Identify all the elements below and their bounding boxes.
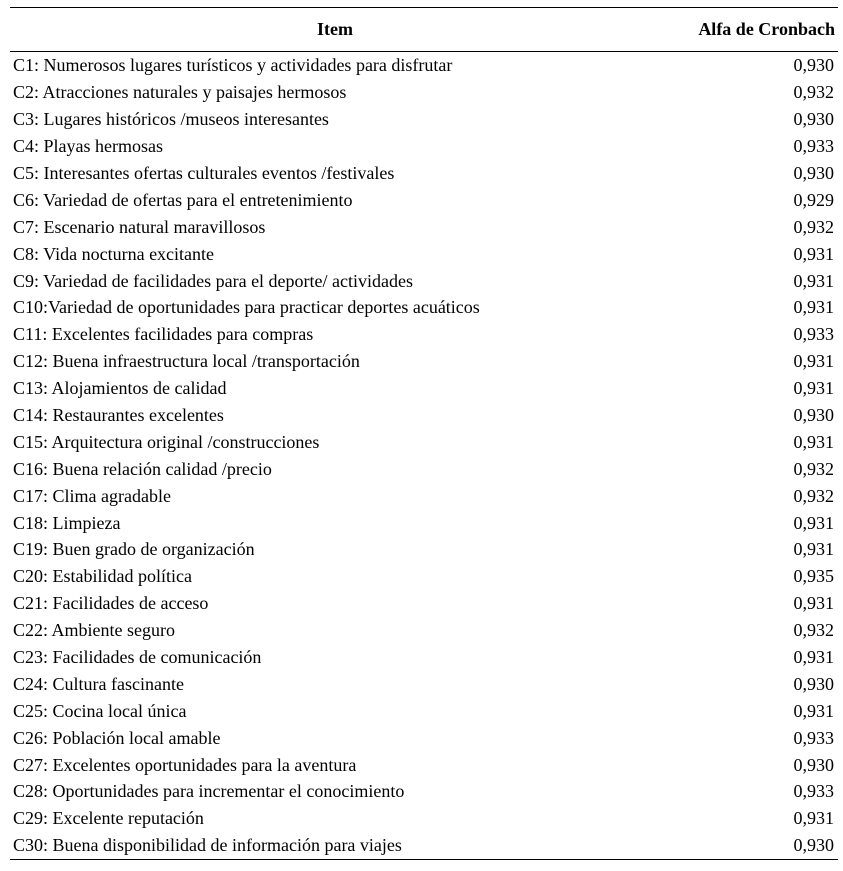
table-row xyxy=(10,455,838,482)
table-row xyxy=(10,402,838,429)
row-alpha-value: 0,935 xyxy=(793,566,834,587)
row-item-label: C6: Variedad de ofertas para el entretenimiento xyxy=(13,189,353,210)
table-row xyxy=(10,697,838,724)
row-alpha-value: 0,933 xyxy=(793,781,834,802)
row-item-label: C21: Facilidades de acceso xyxy=(13,593,209,614)
row-item-label: C5: Interesantes ofertas culturales eventos /festivales xyxy=(13,163,395,183)
header-alpha: Alfa de Cronbach xyxy=(630,8,838,52)
row-alpha-value: 0,931 xyxy=(793,512,834,533)
row-item-label: C25: Cocina local única xyxy=(13,700,187,721)
cronbach-table-container xyxy=(10,7,838,860)
row-item-label: C24: Cultura fascinante xyxy=(13,673,184,694)
row-item-label: C11: Excelentes facilidades para compras xyxy=(13,324,314,345)
row-alpha-value: 0,930 xyxy=(793,405,834,426)
row-item-label: C13: Alojamientos de calidad xyxy=(13,378,227,399)
row-alpha-value: 0,930 xyxy=(793,673,834,694)
row-alpha-value: 0,931 xyxy=(793,647,834,668)
table-row xyxy=(10,240,838,267)
table-row xyxy=(10,348,838,375)
row-alpha-value: 0,932 xyxy=(793,485,834,506)
table-row xyxy=(10,186,838,213)
table-row xyxy=(10,536,838,563)
header-row xyxy=(10,8,838,52)
row-alpha-value: 0,930 xyxy=(793,163,834,183)
row-alpha-value: 0,931 xyxy=(793,593,834,614)
table-row xyxy=(10,482,838,509)
table-row xyxy=(10,644,838,671)
row-alpha-value: 0,933 xyxy=(793,727,834,748)
table-row xyxy=(10,563,838,590)
table-row xyxy=(10,590,838,617)
row-item-label: C22: Ambiente seguro xyxy=(13,620,175,641)
row-alpha-value: 0,931 xyxy=(793,700,834,721)
row-alpha-value: 0,930 xyxy=(793,754,834,775)
row-item-label: C15: Arquitectura original /construcciones xyxy=(13,431,320,452)
row-alpha-value: 0,933 xyxy=(793,324,834,345)
row-item-label: C16: Buena relación calidad /precio xyxy=(13,458,272,479)
row-item-label: C27: Excelentes oportunidades para la aventura xyxy=(13,754,357,775)
row-item-label: C8: Vida nocturna excitante xyxy=(13,243,215,264)
table-row xyxy=(10,509,838,536)
row-item-label: C23: Facilidades de comunicación xyxy=(13,647,262,668)
row-item-label: C30: Buena disponibilidad de información para viajes xyxy=(10,832,630,859)
row-alpha-value: 0,930 xyxy=(793,109,834,130)
row-item-label: C3: Lugares históricos /museos interesantes xyxy=(13,109,329,130)
row-item-label: C1: Numerosos lugares turísticos y actividades para disfrutar xyxy=(13,55,453,76)
row-item-label: C17: Clima agradable xyxy=(13,485,171,506)
row-alpha-value: 0,931 xyxy=(793,431,834,452)
table-row xyxy=(10,294,838,321)
row-item-label: C28: Oportunidades para incrementar el conocimiento xyxy=(13,781,405,802)
row-item-label: C18: Limpieza xyxy=(13,512,121,533)
row-item-label: C19: Buen grado de organización xyxy=(13,539,255,560)
row-alpha-value: 0,932 xyxy=(793,458,834,479)
row-alpha-value: 0,932 xyxy=(793,216,834,237)
row-item-label: C12: Buena infraestructura local /transportación xyxy=(13,351,360,372)
table-body xyxy=(10,52,838,860)
table-row xyxy=(10,805,838,832)
header-item: Item xyxy=(10,8,630,52)
row-alpha-value: 0,932 xyxy=(793,620,834,641)
table-row xyxy=(10,751,838,778)
row-alpha-value: 0,929 xyxy=(793,189,834,210)
table-row xyxy=(10,79,838,106)
table-row xyxy=(10,724,838,751)
table-row xyxy=(10,778,838,805)
row-alpha-value: 0,931 xyxy=(793,243,834,264)
table-row xyxy=(10,670,838,697)
table-row xyxy=(10,133,838,160)
row-alpha-value: 0,932 xyxy=(793,82,834,103)
table-row xyxy=(10,428,838,455)
row-item-label: C10:Variedad de oportunidades para practicar deportes acuáticos xyxy=(13,297,480,318)
row-alpha-value: 0,930 xyxy=(793,55,834,76)
row-item-label: C26: Población local amable xyxy=(13,727,221,748)
row-item-label: C2: Atracciones naturales y paisajes hermosos xyxy=(13,82,347,103)
row-item-label: C14: Restaurantes excelentes xyxy=(13,405,224,426)
row-alpha-value: 0,931 xyxy=(793,297,834,318)
table-row xyxy=(10,106,838,133)
table-header xyxy=(10,8,838,52)
cronbach-alpha-table xyxy=(10,7,838,860)
row-item-label: C7: Escenario natural maravillosos xyxy=(13,216,266,237)
row-item-label: C29: Excelente reputación xyxy=(13,808,204,829)
row-alpha-value: 0,931 xyxy=(793,808,834,829)
table-row xyxy=(10,321,838,348)
row-alpha-value: 0,933 xyxy=(793,136,834,157)
table-row xyxy=(10,213,838,240)
row-alpha-value: 0,931 xyxy=(793,351,834,372)
table-row xyxy=(10,832,838,859)
table-row xyxy=(10,267,838,294)
row-alpha-value: 0,930 xyxy=(630,832,838,859)
table-row xyxy=(10,160,838,187)
row-alpha-value: 0,931 xyxy=(793,378,834,399)
row-alpha-value: 0,931 xyxy=(793,539,834,560)
row-alpha-value: 0,931 xyxy=(793,270,834,291)
row-item-label: C4: Playas hermosas xyxy=(13,136,163,157)
table-row xyxy=(10,52,838,79)
row-item-label: C9: Variedad de facilidades para el deporte/ actividades xyxy=(13,270,413,291)
table-row xyxy=(10,617,838,644)
row-item-label: C20: Estabilidad política xyxy=(13,566,192,587)
table-row xyxy=(10,375,838,402)
